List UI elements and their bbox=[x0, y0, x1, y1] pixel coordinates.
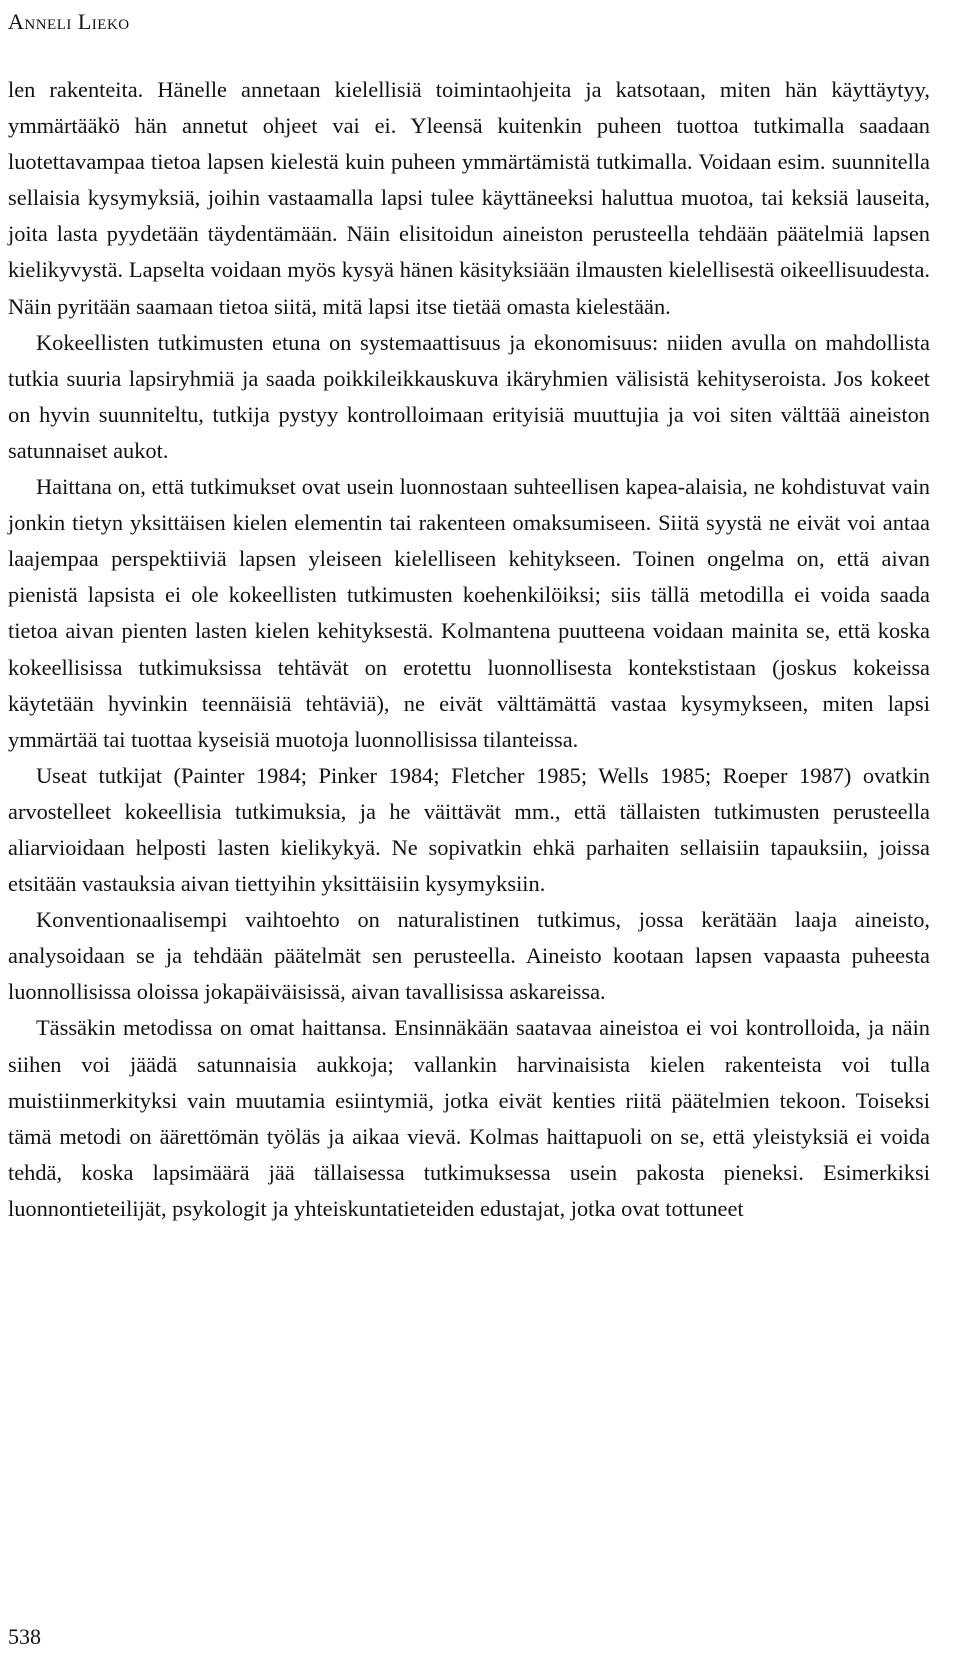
paragraph: Tässäkin metodissa on omat haittansa. Ensinnäkään saatavaa aineistoa ei voi kontrolloida, ja näin siihen voi jäädä satunnaisia aukkoja; vallankin harvinaisista kielen rakenteista voi tulla muistiinmerkityksi vain muutamia esiintymiä, jotka eivät kenties riitä päätelmien tekoon. Toiseksi tämä metodi on äärettömän työläs ja aikaa vievä. Kolmas haittapuoli on se, että yleistyksiä ei voida tehdä, koska lapsimäärä jää tällaisessa tutkimuksessa usein pakosta pieneksi. Esimerkiksi luonnontieteilijät, psykologit ja yhteiskuntatieteiden edustajat, jotka ovat tottuneet bbox=[8, 1015, 930, 1221]
page-number: 538 bbox=[8, 1624, 41, 1649]
paragraph: Haittana on, että tutkimukset ovat usein luonnostaan suhteellisen kapea-alaisia, ne kohdistuvat vain jonkin tietyn yksittäisen kielen elementin tai rakenteen omaksumiseen. Siitä syystä ne eivät voi antaa laajempaa perspektiiviä lapsen yleiseen kielelliseen kehitykseen. Toinen ongelma on, että aivan pienistä lapsista ei ole kokeellisten tutkimusten koehenkilöiksi; siis tällä metodilla ei voida saada tietoa aivan pienten lasten kielen kehityksestä. Kolmantena puutteena voidaan mainita se, että koska kokeellisissa tutkimuksissa tehtävät on erotettu luonnollisesta kontekstistaan (joskus kokeissa käytetään hyvinkin teennäisiä tehtäviä), ne eivät välttämättä vastaa kysymykseen, miten lapsi ymmärtää tai tuottaa kyseisiä muotoja luonnollisissa tilanteissa. bbox=[8, 474, 930, 752]
paragraph: Useat tutkijat (Painter 1984; Pinker 1984; Fletcher 1985; Wells 1985; Roeper 1987) ovatkin arvostelleet kokeellisia tutkimuksia, ja he väittävät mm., että tällaisten tutkimusten perusteella aliarvioidaan helposti lasten kielikykyä. Ne sopivatkin ehkä parhaiten sellaisiin tapauksiin, joissa etsitään vastauksia aivan tiettyihin yksittäisiin kysymyksiin. bbox=[8, 762, 930, 897]
paragraph: Konventionaalisempi vaihtoehto on naturalistinen tutkimus, jossa kerätään laaja aineisto, analysoidaan se ja tehdään päätelmät sen perusteella. Aineisto kootaan lapsen vapaasta puheesta luonnollisissa oloissa jokapäiväisissä, aivan tavallisissa askareissa. bbox=[8, 907, 930, 1005]
body-text bbox=[8, 72, 930, 1227]
paragraph: Kokeellisten tutkimusten etuna on systemaattisuus ja ekonomisuus: niiden avulla on mahdollista tutkia suuria lapsiryhmiä ja saada poikkileikkauskuva ikäryhmien välisistä kehityseroista. Jos kokeet on hyvin suunniteltu, tutkija pystyy kontrolloimaan erityisiä muuttujia ja voi siten välttää aineiston satunnaiset aukot. bbox=[8, 329, 930, 463]
paragraph-continuation: len rakenteita. Hänelle annetaan kielellisiä toimintaohjeita ja katsotaan, miten hän käyttäytyy, ymmärtääkö hän annetut ohjeet vai ei. Yleensä kuitenkin puheen tuottoa tutkimalla saadaan luotettavampaa tietoa lapsen kielestä kuin puheen ymmärtämistä tutkimalla. Voidaan esim. suunnitella sellaisia kysymyksiä, joihin vastaamalla lapsi tulee käyttäneeksi haluttua muotoa, tai keksiä lauseita, joita lasta pyydetään täydentämään. Näin elisitoidun aineiston perusteella tehdään päätelmiä lapsen kielikyvystä. Lapselta voidaan myös kysyä hänen käsityksiään ilmausten kielellisestä oikeellisuudesta. Näin pyritään saamaan tietoa siitä, mitä lapsi itse tietää omasta kielestään. bbox=[8, 77, 930, 319]
running-head: Anneli Lieko bbox=[8, 9, 130, 34]
